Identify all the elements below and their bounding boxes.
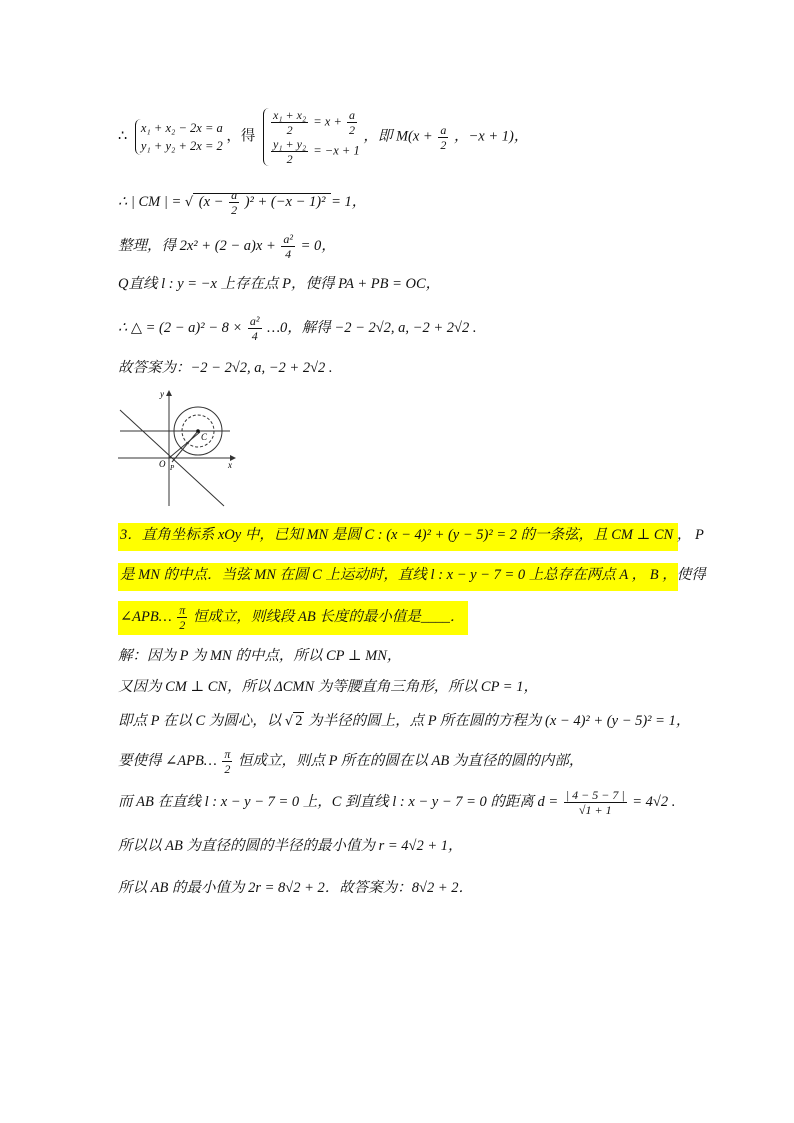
frac-denominator: √1 + 1 [578, 803, 612, 817]
frac-numerator: a [349, 108, 356, 122]
connector-text: ，得 [226, 128, 256, 145]
frac-denominator: 2 [224, 762, 231, 776]
solution-line-2: 又因为 CM ⊥ CN，所以 ΔCMN 为等腰直角三角形，所以 CP = 1， [118, 679, 538, 695]
label-x: x [228, 460, 232, 470]
solution-line-5 [118, 788, 675, 817]
frac-numerator: π [224, 747, 231, 761]
segment-pa [169, 432, 200, 458]
question-text: 3．直角坐标系 xOy 中，已知 MN 是圆 C : (x − 4)² + (y − 5)² = 2 的一条弦，且 CM ⊥ CN ， P [120, 527, 704, 543]
frac-numerator: x₁ + x₂ [273, 108, 307, 122]
frac-denominator: 2 [231, 203, 238, 217]
solution-text: 为半径的圆上，点 P 所在圆的方程为 (x − 4)² + (y − 5)² = 1， [308, 713, 691, 729]
cm-length-text: ∴ | CM | = [118, 193, 182, 210]
equation-line-4: Q直线 l : y = −x 上存在点 P，使得 PA + PB = OC， [118, 276, 441, 292]
discriminant-result: …0，解得 −2 − 2√2, a, −2 + 2√2 . [267, 319, 477, 336]
equation-system-2 [263, 108, 360, 166]
frac-denominator: 2 [179, 618, 186, 632]
center-point [196, 429, 200, 433]
frac-denominator: 2 [286, 152, 293, 166]
solution-text: 而 AB 在直线 l : x − y − 7 = 0 上，C 到直线 l : x − y − 7 = 0 的距离 d = [118, 793, 559, 810]
frac-numerator: y₁ + y₂ [273, 137, 307, 151]
frac-numerator: π [179, 603, 186, 617]
system-eq-b: y₁ + y₂ + 2x = 2 [140, 139, 223, 153]
label-o: O [159, 459, 166, 469]
frac-numerator: a² [283, 232, 293, 246]
solution-line-3: 即点 P 在以 C 为圆心，以 √ 2 为半径的圆上，点 P 所在圆的方程为 (x − 4)² + (y − 5)² = 1， [118, 713, 691, 729]
solution-line-4 [118, 747, 583, 776]
simplify-text: 整理，得 2x² + (2 − a)x + [118, 237, 276, 254]
question-text: 是 MN 的中点．当弦 MN 在圆 C 上运动时，直线 l : x − y − 7 = 0 上总存在两点 A ， B ，使得 [120, 567, 706, 583]
frac-numerator: a [231, 188, 238, 202]
label-c: C [201, 432, 208, 442]
solution-text: = 4√2 . [632, 793, 676, 810]
frac-denominator: 4 [285, 247, 292, 261]
eq-rhs: = −x + 1 [313, 143, 360, 158]
sqrt-two: 2 [295, 713, 303, 729]
solution-text: 即点 P 在以 C 为圆心，以 [118, 713, 282, 729]
frac-denominator: 4 [251, 329, 258, 343]
midpoint-text-a: ，即 M(x + [363, 128, 433, 145]
frac-numerator: a² [249, 314, 260, 328]
solution-text: 要使得 ∠APB… [118, 752, 217, 769]
frac-denominator: 2 [349, 123, 356, 137]
question-ask: 恒成立，则线段 AB 长度的最小值是____． [192, 608, 465, 625]
equals-zero: = 0， [300, 237, 336, 254]
eq-rhs: = x + [313, 114, 342, 129]
equation-system-1 [135, 119, 223, 155]
midpoint-text-b: ，−x + 1)， [453, 128, 529, 145]
therefore-symbol: ∴ [118, 128, 128, 145]
system-eq-a: x₁ + x₂ − 2x = a [140, 121, 223, 135]
equation-line-3 [118, 232, 336, 261]
frac-denominator: 2 [286, 123, 293, 137]
angle-condition: ∠APB… [120, 608, 172, 625]
equation-line-1 [118, 108, 528, 166]
segment-pc [172, 431, 198, 462]
label-y: y [160, 389, 164, 399]
solution-line-1: 解：因为 P 为 MN 的中点，所以 CP ⊥ MN， [118, 648, 402, 664]
frac-numerator: a [440, 122, 447, 137]
frac-denominator: 2 [440, 137, 447, 152]
equation-line-5 [118, 314, 476, 343]
equals-one: = 1， [331, 193, 367, 210]
solution-line-7: 所以 AB 的最小值为 2r = 8√2 + 2．故答案为：8√2 + 2． [118, 880, 474, 896]
question-3-line-1 [118, 523, 704, 551]
sqrt-part-a: (x − [198, 193, 224, 210]
answer-line: 故答案为：−2 − 2√2, a, −2 + 2√2 . [118, 360, 333, 376]
solution-line-6: 所以以 AB 为直径的圆的半径的最小值为 r = 4√2 + 1， [118, 838, 463, 854]
frac-numerator: | 4 − 5 − 7 | [565, 788, 625, 802]
solution-text: 恒成立，则点 P 所在的圆在以 AB 为直径的圆的内部， [238, 752, 584, 769]
equation-line-2: ∴ | CM | = √ (x − $\frac{a}{2}$ )² + (−x − 1)² = 1， [118, 188, 367, 217]
discriminant-text: ∴ △ = (2 − a)² − 8 × [118, 319, 243, 336]
coordinate-figure [118, 388, 238, 510]
question-3-line-2 [118, 563, 706, 591]
question-3-line-3 [118, 601, 468, 635]
label-p: P [170, 464, 175, 472]
sqrt-part-b: )² + (−x − 1)² [244, 193, 326, 210]
y-axis-arrow [166, 390, 172, 396]
